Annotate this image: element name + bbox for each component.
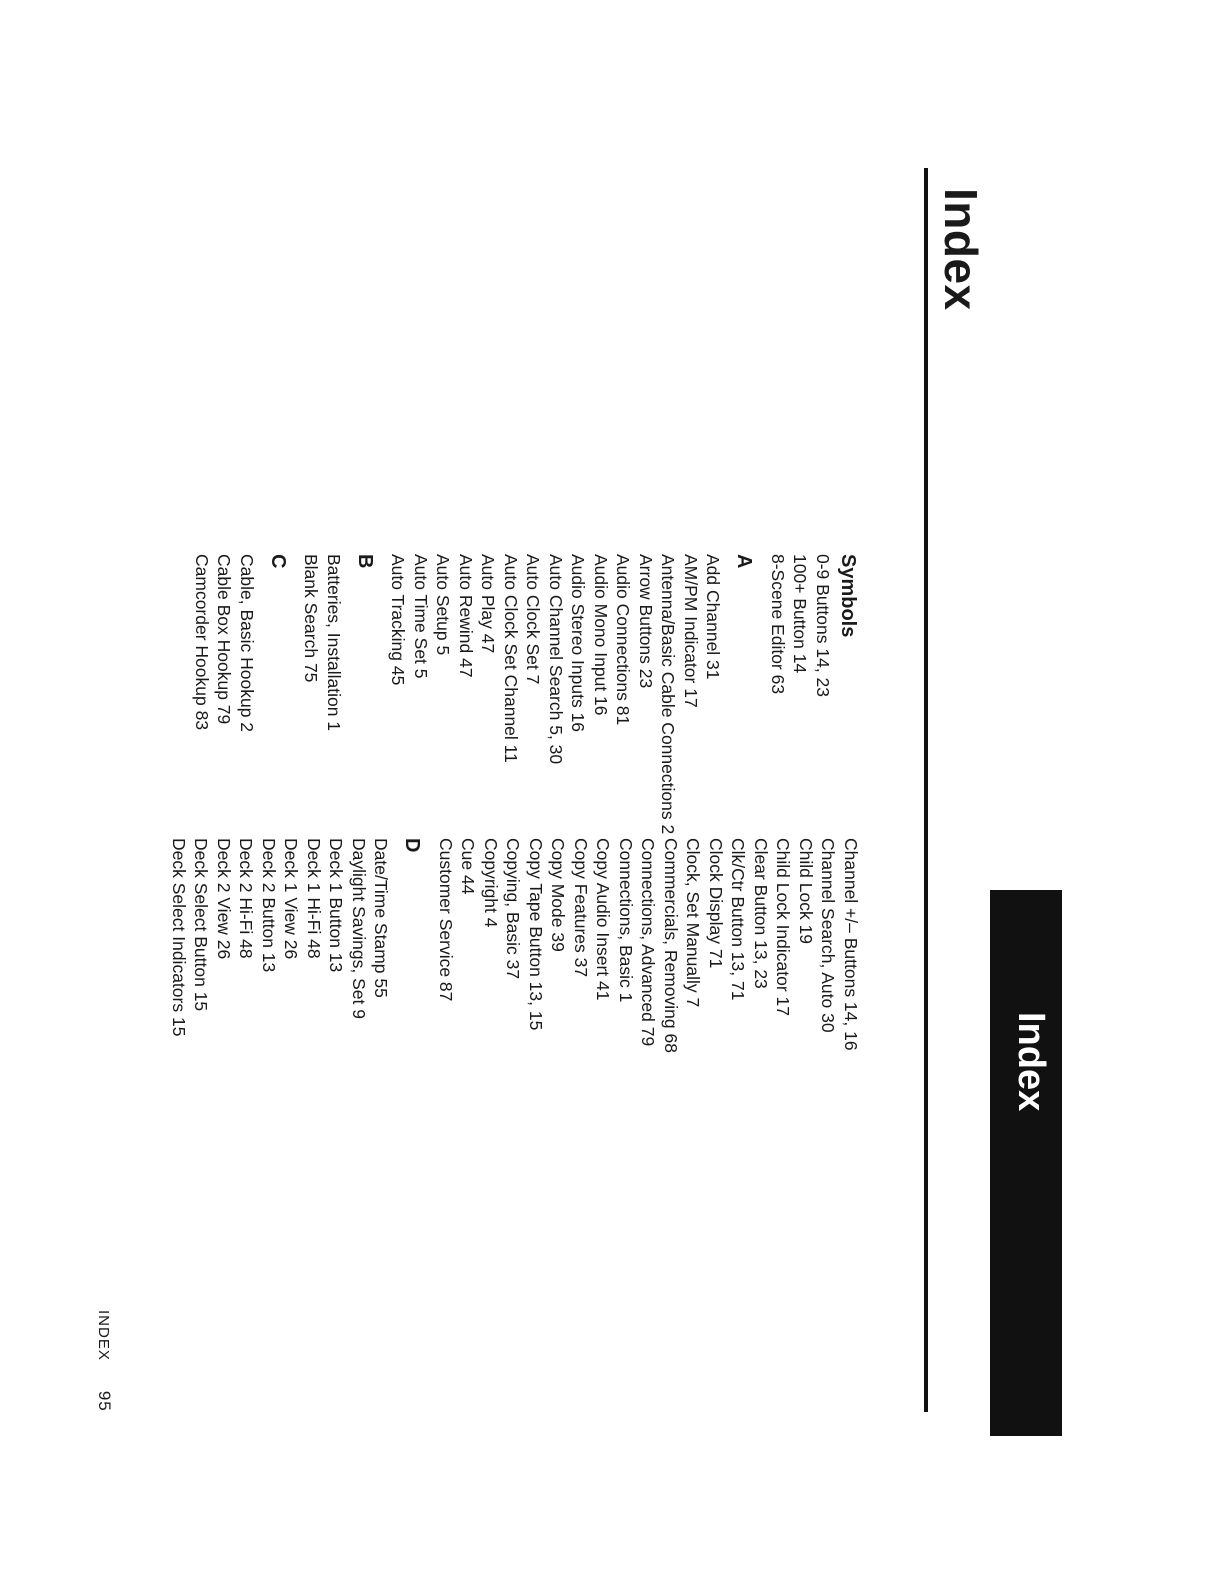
- symbols-heading: Symbols: [837, 554, 859, 638]
- index-entry: Copy Tape Button 13, 15: [526, 838, 546, 1031]
- index-entry: Date/Time Stamp 55: [371, 838, 392, 998]
- index-entry: Child Lock Indicator 17: [773, 838, 794, 1017]
- index-entry: 8-Scene Editor 63: [768, 554, 788, 695]
- index-entry: Clk/Ctr Button 13, 71: [728, 838, 749, 1001]
- footer-label: INDEX: [95, 1310, 112, 1361]
- index-entry: Add Channel 31: [703, 554, 724, 680]
- index-entry: Deck Select Button 15: [191, 838, 212, 1012]
- index-entry: AM/PM Indicator 17: [681, 554, 701, 708]
- index-column-1: [191, 554, 863, 834]
- index-entry: Cable Box Hookup 79: [214, 554, 235, 725]
- index-entry: Deck 1 Hi-Fi 48: [304, 838, 324, 959]
- index-entry: Deck 2 Hi-Fi 48: [236, 838, 257, 959]
- index-entry: Daylight Savings, Set 9: [349, 838, 369, 1019]
- index-entry: Auto Rewind 47: [456, 554, 476, 678]
- index-entry: Deck 1 View 26: [281, 838, 302, 960]
- index-entry: Deck Select Indicators 15: [169, 838, 189, 1037]
- index-entry: Child Lock 19: [796, 838, 816, 945]
- index-tab: [990, 890, 1062, 1436]
- index-entry: Clear Button 13, 23: [751, 838, 771, 989]
- index-entry: Camcorder Hookup 83: [192, 554, 212, 731]
- index-tab-label: Index: [1010, 1012, 1052, 1112]
- b-entries: [300, 554, 345, 834]
- a-entries: [387, 554, 725, 834]
- page-title: Index: [935, 188, 987, 311]
- index-entry: Channel +/– Buttons 14, 16: [841, 838, 861, 1051]
- index-entry: Auto Clock Set 7: [523, 554, 544, 685]
- page-footer: [94, 1310, 114, 1412]
- page-number: 95: [95, 1390, 114, 1412]
- index-entry: Customer Service 87: [436, 838, 456, 1002]
- index-entry: Clock Display 71: [706, 838, 726, 969]
- index-entry: Copy Features 37: [571, 838, 591, 978]
- index-entry: 0-9 Buttons 14, 23: [813, 554, 833, 698]
- index-entry: Audio Stereo Inputs 16: [568, 554, 589, 733]
- index-entry: Auto Channel Search 5, 30: [546, 554, 566, 765]
- symbols-entries: [767, 554, 835, 834]
- index-entry: Connections, Basic 1: [616, 838, 636, 1003]
- index-entry: Cue 44: [458, 838, 479, 895]
- index-entry: Channel Search, Auto 30: [818, 838, 839, 1033]
- index-entry: Audio Mono Input 16: [591, 554, 611, 716]
- letter-heading-b: B: [354, 554, 376, 569]
- index-entry: Batteries, Installation 1: [324, 554, 344, 732]
- index-entry: Audio Connections 81: [613, 554, 634, 726]
- title-rule: [924, 168, 928, 1412]
- index-entry: Copy Audio Insert 41: [593, 838, 614, 1001]
- index-entry: Antenna/Basic Cable Connections 2: [658, 554, 679, 835]
- index-entry: Copyright 4: [481, 838, 501, 928]
- index-entry: Commercials, Removing 68: [661, 838, 681, 1053]
- c-entries: [191, 554, 259, 834]
- index-entry: Cable, Basic Hookup 2: [237, 554, 257, 733]
- index-entry: Connections, Advanced 79: [638, 838, 659, 1047]
- letter-heading-a: A: [733, 554, 756, 569]
- index-entry: Copying, Basic 37: [503, 838, 524, 980]
- index-entry: 100+ Button 14: [790, 554, 811, 674]
- index-entry: Auto Clock Set Channel 11: [501, 554, 521, 763]
- index-entry: Deck 1 Button 13: [326, 838, 347, 973]
- letter-heading-d: D: [401, 838, 424, 853]
- index-entry: Copy Mode 39: [548, 838, 569, 952]
- index-entry: Arrow Buttons 23: [636, 554, 656, 689]
- index-entry: Auto Time Set 5: [411, 554, 431, 679]
- index-column-2: [168, 838, 863, 1053]
- index-entry: Deck 2 Button 13: [259, 838, 279, 973]
- index-entry: Auto Play 47: [478, 554, 499, 654]
- index-entry: Clock, Set Manually 7: [683, 838, 704, 1008]
- c-continued-entries: [435, 838, 863, 1053]
- index-entry: Deck 2 View 26: [214, 838, 234, 960]
- index-entry: Blank Search 75: [301, 554, 322, 683]
- d-entries: [168, 838, 393, 1053]
- letter-heading-c: C: [267, 554, 289, 569]
- index-entry: Auto Tracking 45: [388, 554, 409, 686]
- index-entry: Auto Setup 5: [433, 554, 454, 656]
